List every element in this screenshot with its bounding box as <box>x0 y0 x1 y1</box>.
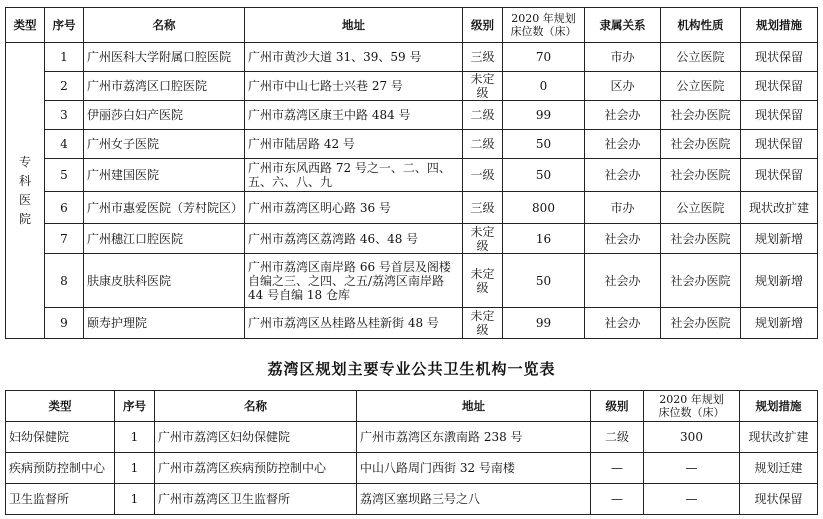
cell-no: 1 <box>115 453 155 484</box>
table-row <box>6 224 818 254</box>
table-row <box>6 484 818 515</box>
cell-no: 6 <box>45 192 84 224</box>
cell-address: 广州市荔湾区丛桂路丛桂新街 48 号 <box>245 308 463 339</box>
cell-type: 妇幼保健院 <box>6 422 115 453</box>
col-header-type: 类型 <box>6 391 115 422</box>
cell-name: 广州医科大学附属口腔医院 <box>84 43 245 72</box>
cell-nature: 社会办医院 <box>661 159 741 192</box>
type-char: 科 <box>18 173 31 188</box>
cell-level: 二级 <box>463 130 503 159</box>
table-row <box>6 101 818 130</box>
cell-affiliation: 社会办 <box>585 130 661 159</box>
cell-affiliation: 市办 <box>585 43 661 72</box>
cell-address: 广州市荔湾区南岸路 66 号首层及阁楼自编之三、之四、之五/荔湾区南岸路 44 号自编 18 仓库 <box>245 254 463 308</box>
table-row <box>6 422 818 453</box>
cell-address: 广州市黄沙大道 31、39、59 号 <box>245 43 463 72</box>
cell-plan: 规划迁建 <box>740 453 818 484</box>
type-char: 医 <box>18 192 31 207</box>
cell-address: 荔湾区塞坝路三号之八 <box>357 484 591 515</box>
cell-nature: 社会办医院 <box>661 101 741 130</box>
cell-no: 2 <box>45 72 84 101</box>
cell-nature: 公立医院 <box>661 192 741 224</box>
cell-no: 3 <box>45 101 84 130</box>
cell-plan: 现状保留 <box>741 130 818 159</box>
cell-level: — <box>591 453 644 484</box>
cell-plan: 规划新增 <box>741 308 818 339</box>
cell-address: 广州市东风西路 72 号之一、二、四、五、六、八、九 <box>245 159 463 192</box>
cell-name: 广州女子医院 <box>84 130 245 159</box>
cell-beds: 50 <box>503 130 585 159</box>
col-header-affiliation: 隶属关系 <box>585 8 661 43</box>
cell-no: 4 <box>45 130 84 159</box>
cell-beds: 300 <box>644 422 740 453</box>
cell-name: 广州市惠爱医院（芳村院区） <box>84 192 245 224</box>
cell-beds: — <box>644 484 740 515</box>
cell-beds: 800 <box>503 192 585 224</box>
cell-name: 广州穗江口腔医院 <box>84 224 245 254</box>
cell-affiliation: 区办 <box>585 72 661 101</box>
col-header-beds <box>503 8 585 43</box>
table-row <box>6 130 818 159</box>
cell-type: 疾病预防控制中心 <box>6 453 115 484</box>
cell-name: 颐寿护理院 <box>84 308 245 339</box>
cell-level: 未定级 <box>463 254 503 308</box>
cell-address: 广州市荔湾区明心路 36 号 <box>245 192 463 224</box>
cell-plan: 规划新增 <box>741 224 818 254</box>
cell-name: 广州市荔湾区疾病预防控制中心 <box>155 453 357 484</box>
table-header-row <box>6 391 818 422</box>
cell-no: 1 <box>115 422 155 453</box>
table-header-row <box>6 8 818 43</box>
beds-header-line1: 2020 年规划 <box>511 12 576 25</box>
cell-name: 伊丽莎白妇产医院 <box>84 101 245 130</box>
cell-level: 一级 <box>463 159 503 192</box>
table-row <box>6 43 818 72</box>
table-row <box>6 159 818 192</box>
cell-no: 5 <box>45 159 84 192</box>
cell-name: 广州市荔湾区卫生监督所 <box>155 484 357 515</box>
cell-level: 二级 <box>591 422 644 453</box>
specialty-hospitals-table <box>5 7 818 339</box>
cell-no: 1 <box>115 484 155 515</box>
table-row <box>6 72 818 101</box>
col-header-plan: 规划措施 <box>740 391 818 422</box>
col-header-no: 序号 <box>45 8 84 43</box>
cell-no: 7 <box>45 224 84 254</box>
type-cell-specialty <box>6 43 45 339</box>
cell-level: 未定级 <box>463 308 503 339</box>
cell-beds: 0 <box>503 72 585 101</box>
type-char: 专 <box>18 154 31 169</box>
cell-address: 广州市中山七路士兴巷 27 号 <box>245 72 463 101</box>
table-row <box>6 254 818 308</box>
cell-address: 广州市荔湾区东漖南路 238 号 <box>357 422 591 453</box>
cell-beds: 99 <box>503 308 585 339</box>
cell-address: 广州市陆居路 42 号 <box>245 130 463 159</box>
cell-name: 广州市荔湾区口腔医院 <box>84 72 245 101</box>
cell-no: 8 <box>45 254 84 308</box>
cell-name: 肤康皮肤科医院 <box>84 254 245 308</box>
cell-affiliation: 社会办 <box>585 308 661 339</box>
cell-affiliation: 社会办 <box>585 224 661 254</box>
col-header-name: 名称 <box>155 391 357 422</box>
cell-plan: 现状保留 <box>741 72 818 101</box>
section-title: 荔湾区规划主要专业公共卫生机构一览表 <box>267 360 556 378</box>
col-header-beds <box>644 391 740 422</box>
col-header-level: 级别 <box>463 8 503 43</box>
col-header-nature: 机构性质 <box>661 8 741 43</box>
cell-level: 未定级 <box>463 224 503 254</box>
cell-affiliation: 社会办 <box>585 101 661 130</box>
public-health-table <box>5 390 818 515</box>
beds-header-line2: 床位数（床） <box>658 406 725 419</box>
cell-address: 中山八路周门西街 32 号南楼 <box>357 453 591 484</box>
cell-nature: 公立医院 <box>661 72 741 101</box>
cell-beds: — <box>644 453 740 484</box>
cell-affiliation: 市办 <box>585 192 661 224</box>
cell-plan: 现状保留 <box>741 101 818 130</box>
col-header-plan: 规划措施 <box>741 8 818 43</box>
cell-beds: 50 <box>503 254 585 308</box>
cell-plan: 现状保留 <box>741 43 818 72</box>
cell-level: 三级 <box>463 192 503 224</box>
cell-nature: 社会办医院 <box>661 254 741 308</box>
cell-affiliation: 社会办 <box>585 159 661 192</box>
col-header-address: 地址 <box>357 391 591 422</box>
table-row <box>6 308 818 339</box>
cell-plan: 现状改扩建 <box>740 422 818 453</box>
cell-nature: 社会办医院 <box>661 308 741 339</box>
cell-beds: 16 <box>503 224 585 254</box>
col-header-level: 级别 <box>591 391 644 422</box>
col-header-no: 序号 <box>115 391 155 422</box>
cell-address: 广州市荔湾区康王中路 484 号 <box>245 101 463 130</box>
cell-beds: 70 <box>503 43 585 72</box>
col-header-type: 类型 <box>6 8 45 43</box>
cell-no: 9 <box>45 308 84 339</box>
cell-nature: 公立医院 <box>661 43 741 72</box>
cell-nature: 社会办医院 <box>661 130 741 159</box>
cell-no: 1 <box>45 43 84 72</box>
beds-header-line2: 床位数（床） <box>510 25 577 38</box>
cell-level: 未定级 <box>463 72 503 101</box>
cell-beds: 50 <box>503 159 585 192</box>
cell-nature: 社会办医院 <box>661 224 741 254</box>
cell-plan: 现状保留 <box>740 484 818 515</box>
cell-plan: 现状改扩建 <box>741 192 818 224</box>
cell-beds: 99 <box>503 101 585 130</box>
cell-name: 广州市荔湾区妇幼保健院 <box>155 422 357 453</box>
cell-affiliation: 社会办 <box>585 254 661 308</box>
col-header-address: 地址 <box>245 8 463 43</box>
cell-plan: 规划新增 <box>741 254 818 308</box>
cell-level: 二级 <box>463 101 503 130</box>
beds-header-line1: 2020 年规划 <box>659 393 724 406</box>
cell-name: 广州建国医院 <box>84 159 245 192</box>
table-row <box>6 453 818 484</box>
cell-level: 三级 <box>463 43 503 72</box>
cell-plan: 现状保留 <box>741 159 818 192</box>
table-row <box>6 192 818 224</box>
type-char: 院 <box>18 211 31 226</box>
cell-address: 广州市荔湾区荔湾路 46、48 号 <box>245 224 463 254</box>
cell-level: — <box>591 484 644 515</box>
cell-type: 卫生监督所 <box>6 484 115 515</box>
col-header-name: 名称 <box>84 8 245 43</box>
